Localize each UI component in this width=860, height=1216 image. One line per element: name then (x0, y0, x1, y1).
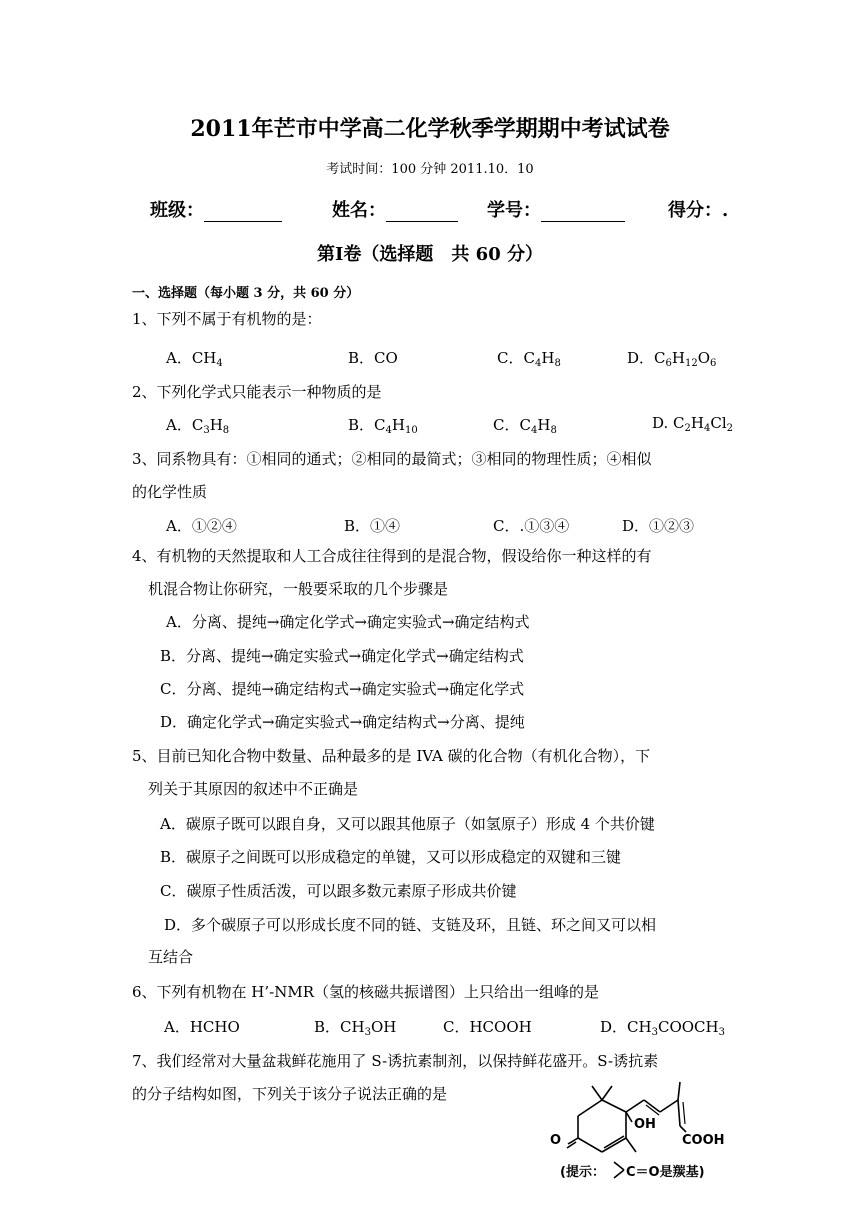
question-3-stem-cont: 的化学性质 (132, 483, 208, 501)
q5-option-b[interactable]: B．碳原子之间既可以形成稳定的单键，又可以形成稳定的双键和三键 (160, 848, 622, 866)
id-blank[interactable] (541, 203, 625, 222)
score-trail: . (722, 200, 729, 221)
q6-option-b[interactable]: B．$CH_3OH$ (314, 1018, 397, 1038)
q1-option-c[interactable]: C．$C_4H_8$ (497, 349, 561, 369)
class-field (150, 196, 282, 222)
ketone-o-label: O (550, 1133, 562, 1148)
q4-option-d[interactable]: D．确定化学式→确定实验式→确定结构式→分离、提纯 (160, 713, 525, 731)
name-label: 姓名： (332, 200, 386, 221)
question-4-stem: 4、有机物的天然提取和人工合成往往得到的是混合物，假设给你一种这样的有 (132, 547, 652, 565)
q2-option-b[interactable]: B．$C_4H_{10}$ (348, 416, 418, 436)
q3-option-d[interactable]: D．①②③ (622, 517, 695, 535)
s-abscisic-acid-structure-diagram (540, 1078, 740, 1184)
hint-label: (提示： (560, 1165, 605, 1180)
q6-option-c[interactable]: C．HCOOH (443, 1018, 532, 1036)
score-field (668, 196, 728, 222)
q6-option-a[interactable]: A．HCHO (164, 1018, 240, 1036)
name-field (332, 196, 458, 222)
hint-group-label: C＝O是羰基) (626, 1165, 705, 1180)
question-5-stem-cont: 列关于其原因的叙述中不正确是 (148, 780, 359, 798)
id-label: 学号： (487, 200, 541, 221)
q2-option-d[interactable]: D. $C_2H_4Cl_2$ (652, 414, 734, 434)
name-blank[interactable] (386, 203, 458, 222)
q6-option-d[interactable]: D．$CH_3COOCH_3$ (600, 1018, 725, 1038)
q3-option-c[interactable]: C．.①③④ (493, 517, 570, 535)
question-2-stem: 2、下列化学式只能表示一种物质的是 (132, 383, 382, 401)
question-3-stem: 3、同系物具有：①相同的通式；②相同的最简式；③相同的物理性质；④相似 (132, 450, 652, 468)
exam-subtitle: 考试时间：100 分钟 2011.10．10 (326, 162, 534, 177)
q5-option-d[interactable]: D．多个碳原子可以形成长度不同的链、支链及环，且链、环之间又可以相 (164, 916, 657, 934)
question-5-stem: 5、目前已知化合物中数量、品种最多的是 IVA 碳的化合物（有机化合物），下 (132, 747, 651, 765)
section-title: 第Ⅰ卷（选择题 共 60 分） (316, 244, 543, 265)
class-label: 班级： (150, 200, 204, 221)
q1-option-d[interactable]: D．$C_6H_{12}O_6$ (627, 349, 717, 369)
class-blank[interactable] (204, 203, 282, 222)
q2-option-a[interactable]: A．$C_3H_8$ (166, 416, 230, 436)
q5-option-d-cont: 互结合 (148, 948, 194, 966)
q5-option-c[interactable]: C．碳原子性质活泼，可以跟多数元素原子形成共价键 (160, 882, 517, 900)
question-7-stem: 7、我们经常对大量盆栽鲜花施用了 S-诱抗素制剂，以保持鲜花盛开。S-诱抗素 (132, 1052, 659, 1070)
exam-title: 2011年芒市中学高二化学秋季学期期中考试试卷 (190, 116, 670, 142)
q4-option-c[interactable]: C．分离、提纯→确定结构式→确定实验式→确定化学式 (160, 680, 525, 698)
q1-option-a[interactable]: A．$CH_4$ (166, 349, 223, 369)
q5-option-a[interactable]: A．碳原子既可以跟自身，又可以跟其他原子（如氢原子）形成 4 个共价键 (160, 815, 655, 833)
q3-option-a[interactable]: A．①②④ (166, 517, 237, 535)
q1-option-b[interactable]: B．CO (348, 349, 398, 367)
question-4-stem-cont: 机混合物让你研究，一般要采取的几个步骤是 (148, 580, 449, 598)
question-6-stem: 6、下列有机物在 H’-NMR（氢的核磁共振谱图）上只给出一组峰的是 (132, 983, 600, 1001)
score-label: 得分： (668, 200, 722, 221)
q2-option-c[interactable]: C．$C_4H_8$ (493, 416, 557, 436)
part-heading: 一、选择题（每小题 3 分，共 60 分） (132, 286, 360, 301)
cooh-label: COOH (682, 1133, 725, 1148)
oh-label: OH (634, 1117, 656, 1132)
q4-option-b[interactable]: B．分离、提纯→确定实验式→确定化学式→确定结构式 (160, 647, 524, 665)
q3-option-b[interactable]: B．①④ (344, 517, 401, 535)
id-field (487, 196, 625, 222)
q4-option-a[interactable]: A．分离、提纯→确定化学式→确定实验式→确定结构式 (166, 613, 530, 631)
question-7-stem-cont: 的分子结构如图，下列关于该分子说法正确的是 (132, 1085, 448, 1103)
question-1-stem: 1、下列不属于有机物的是： (132, 310, 322, 328)
